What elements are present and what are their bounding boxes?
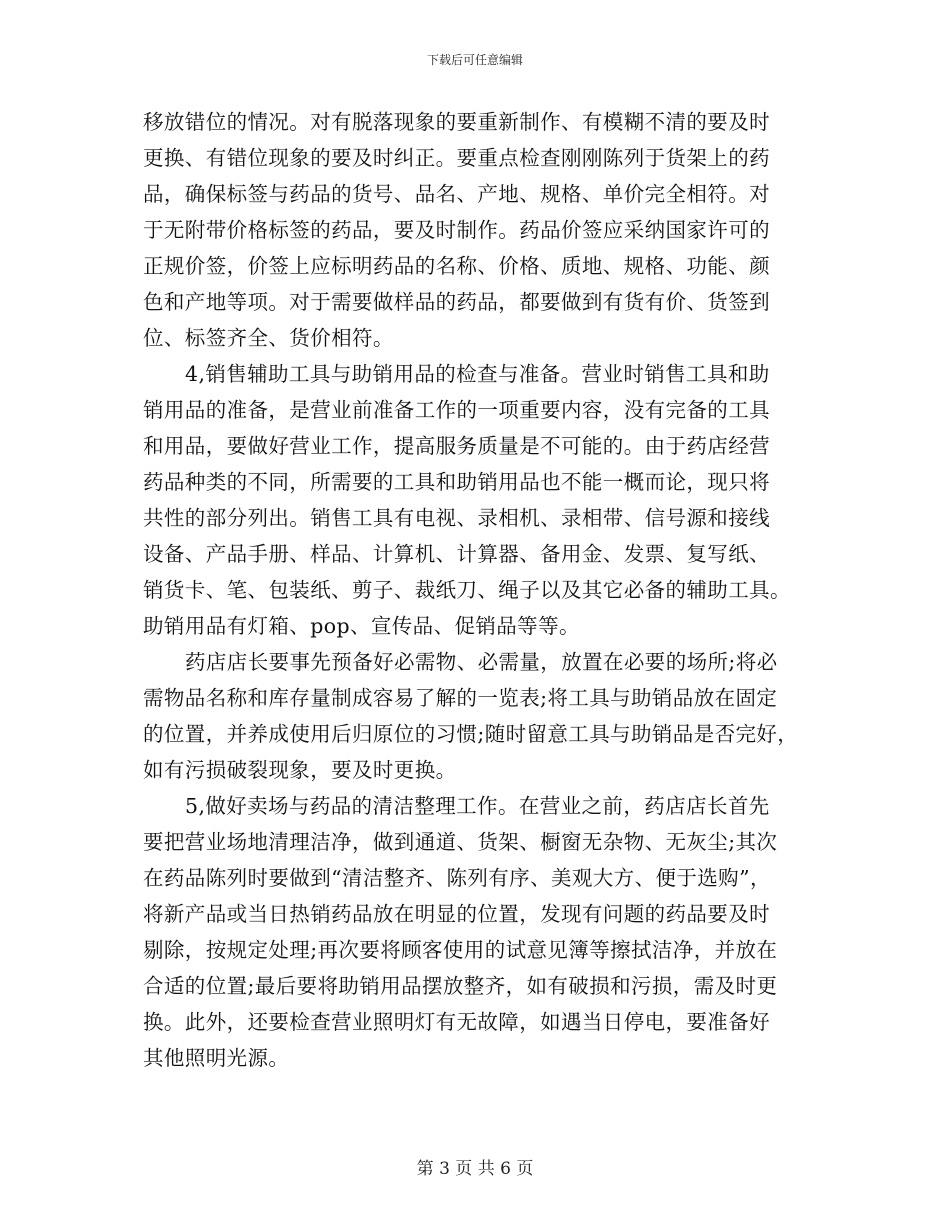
text-line: 换。此外，还要检查营业照明灯有无故障，如遇当日停电，要准备好 bbox=[143, 1010, 770, 1034]
text-line: 品，确保标签与药品的货号、品名、产地、规格、单价完全相符。对 bbox=[143, 182, 770, 206]
text-line: 要把营业场地清理洁净，做到通道、货架、橱窗无杂物、无灰尘;其次 bbox=[143, 830, 778, 854]
paragraph-first-line: 4,销售辅助工具与助销用品的检查与准备。营业时销售工具和助 bbox=[185, 362, 770, 386]
text-line: 正规价签，价签上应标明药品的名称、价格、质地、规格、功能、颜 bbox=[143, 254, 770, 278]
text-line: 合适的位置;最后要将助销用品摆放整齐，如有破损和污损，需及时更 bbox=[143, 974, 778, 998]
paragraph-first-line: 药店店长要事先预备好必需物、必需量，放置在必要的场所;将必 bbox=[185, 650, 778, 674]
text-line: 在药品陈列时要做到“清洁整齐、陈列有序、美观大方、便于选购”， bbox=[143, 866, 771, 890]
text-line: 销用品的准备，是营业前准备工作的一项重要内容，没有完备的工具 bbox=[143, 398, 770, 422]
paragraph-first-line: 5,做好卖场与药品的清洁整理工作。在营业之前，药店店长首先 bbox=[185, 794, 770, 818]
text-line: 和用品，要做好营业工作，提高服务质量是不可能的。由于药店经营 bbox=[143, 434, 770, 458]
page-number-footer bbox=[0, 1158, 950, 1180]
text-line: 更换、有错位现象的要及时纠正。要重点检查刚刚陈列于货架上的药 bbox=[143, 146, 770, 170]
page-label-prefix: 第 bbox=[416, 1159, 434, 1179]
text-line: 其他照明光源。 bbox=[143, 1046, 290, 1070]
text-line: 色和产地等项。对于需要做样品的药品，都要做到有货有价、货签到 bbox=[143, 290, 770, 314]
current-page-number: 3 bbox=[439, 1159, 450, 1179]
text-line: 剔除，按规定处理;再次要将顾客使用的试意见簿等擦拭洁净，并放在 bbox=[143, 938, 778, 962]
text-line: 共性的部分列出。销售工具有电视、录相机、录相带、信号源和接线 bbox=[143, 506, 770, 530]
page-label-middle: 页 共 bbox=[455, 1159, 495, 1179]
text-line: 设备、产品手册、样品、计算机、计算器、备用金、发票、复写纸、 bbox=[143, 542, 770, 566]
text-line: 移放错位的情况。对有脱落现象的要重新制作、有模糊不清的要及时 bbox=[143, 110, 770, 134]
text-line: 位、标签齐全、货价相符。 bbox=[143, 326, 394, 350]
text-line: 药品种类的不同，所需要的工具和助销用品也不能一概而论，现只将 bbox=[143, 470, 770, 494]
document-body bbox=[143, 104, 823, 1076]
text-line: 于无附带价格标签的药品，要及时制作。药品价签应采纳国家许可的 bbox=[143, 218, 770, 242]
text-line: 的位置，并养成使用后归原位的习惯;随时留意工具与助销品是否完好， bbox=[143, 722, 799, 746]
text-line: 助销用品有灯箱、pop、宣传品、促销品等等。 bbox=[143, 614, 580, 638]
page-label-suffix: 页 bbox=[516, 1159, 534, 1179]
text-line: 将新产品或当日热销药品放在明显的位置，发现有问题的药品要及时 bbox=[143, 902, 770, 926]
text-line: 如有污损破裂现象，要及时更换。 bbox=[143, 758, 457, 782]
page-header: 下载后可任意编辑 bbox=[426, 53, 523, 67]
text-line: 需物品名称和库存量制成容易了解的一览表;将工具与助销品放在固定 bbox=[143, 686, 778, 710]
total-page-count: 6 bbox=[500, 1159, 511, 1179]
text-line: 销货卡、笔、包装纸、剪子、裁纸刀、绳子以及其它必备的辅助工具。 bbox=[143, 578, 791, 602]
